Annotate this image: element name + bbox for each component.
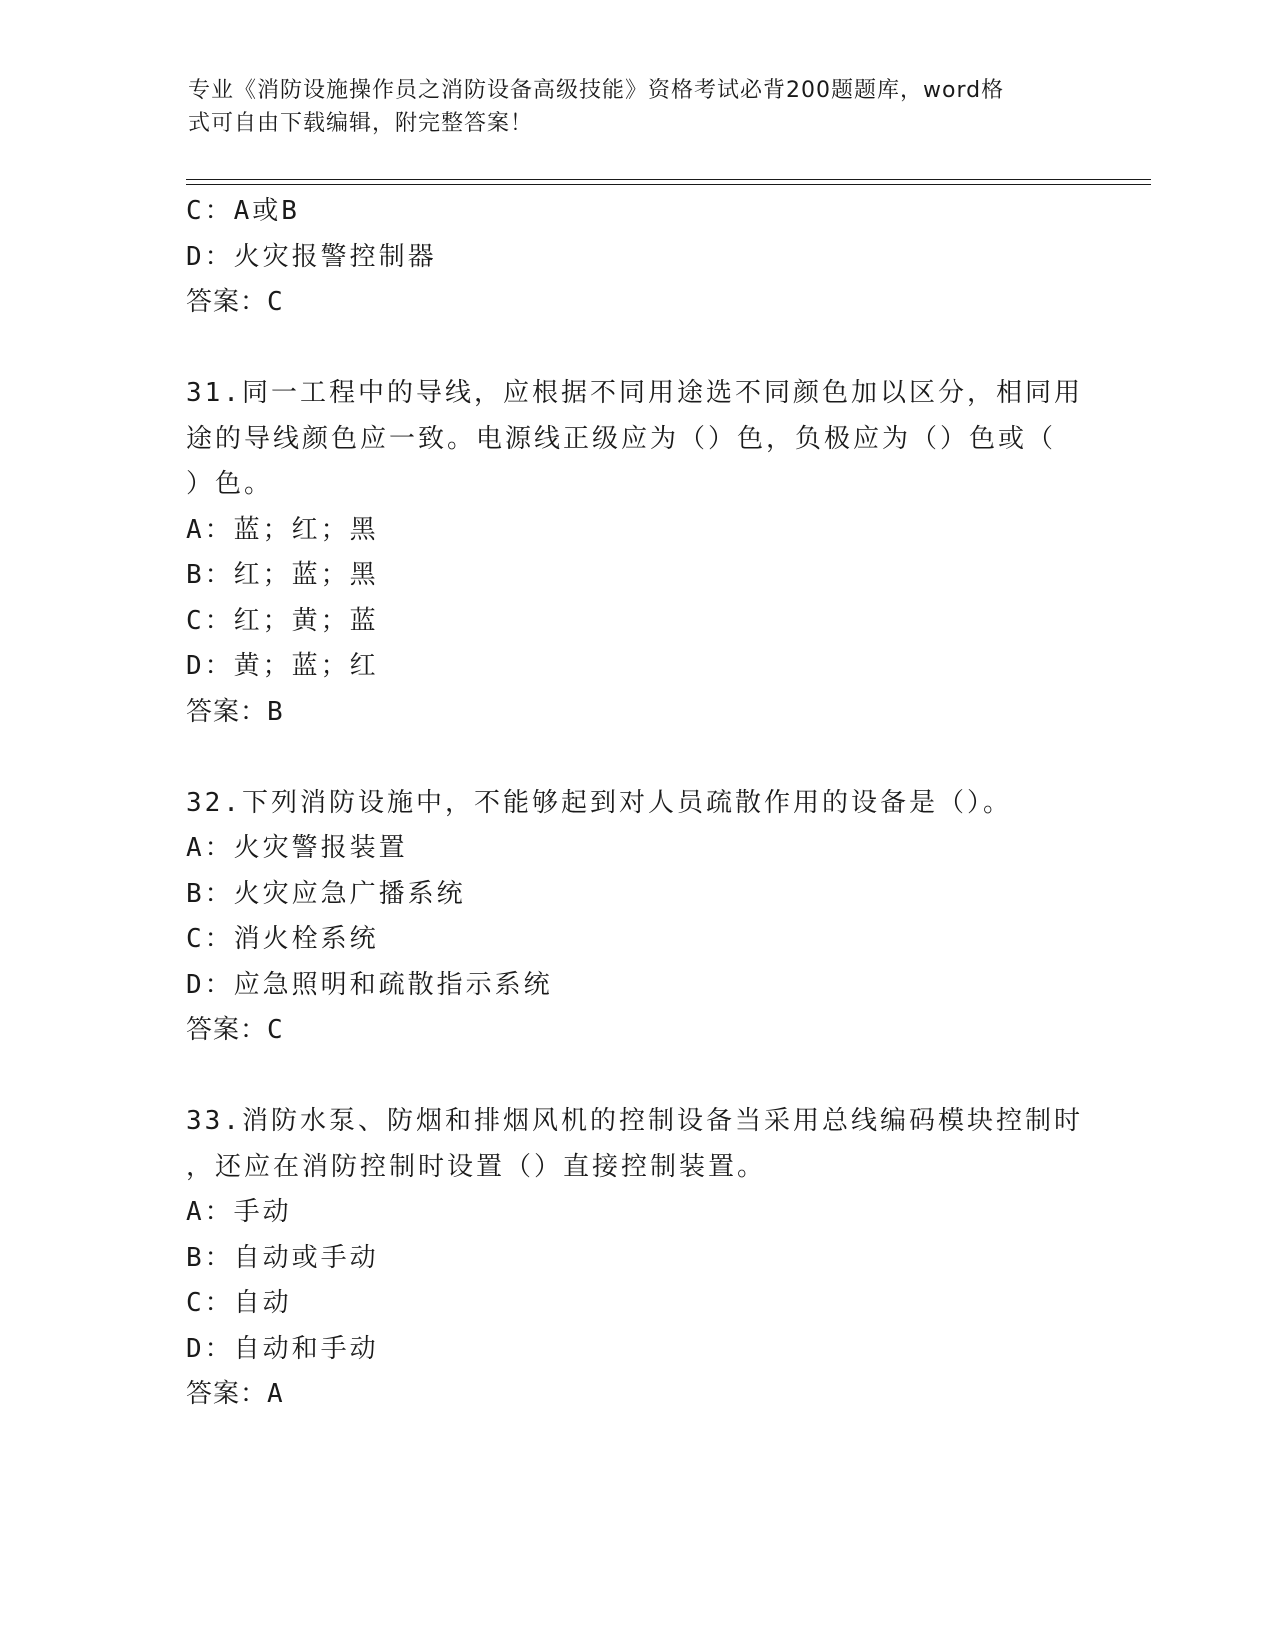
option-b: B：自动或手动 [186, 1242, 379, 1273]
header-line-1: 专业《消防设施操作员之消防设备高级技能》资格考试必背200题题库，word格 [188, 78, 1005, 103]
spacer [186, 735, 1086, 781]
header-rule-bottom [186, 184, 1151, 185]
answer-label: 答案： [186, 1015, 268, 1045]
answer-line [186, 690, 1086, 736]
spacer [186, 326, 1086, 372]
spacer [186, 1054, 1086, 1100]
option-d: D：自动和手动 [186, 1333, 379, 1364]
answer-label: 答案： [186, 1379, 268, 1409]
answer-value: C [267, 287, 284, 317]
option-d: D：火灾报警控制器 [186, 241, 437, 272]
question-31 [186, 371, 1086, 735]
header-rule-top [186, 179, 1151, 180]
question-list [186, 189, 1086, 1418]
answer-line [186, 1008, 1086, 1054]
option-c: C：自动 [186, 1288, 292, 1318]
answer-line [186, 1372, 1086, 1418]
question-text: ）色。 [186, 469, 274, 499]
question-text: 33.消防水泵、防烟和排烟风机的控制设备当采用总线编码模块控制时 [186, 1106, 1083, 1136]
option-b: B：红；蓝；黑 [186, 560, 379, 590]
option-c: C：消火栓系统 [186, 924, 379, 954]
option-d: D：应急照明和疏散指示系统 [186, 969, 553, 1000]
answer-value: B [267, 696, 284, 727]
question-text: ，还应在消防控制时设置（）直接控制装置。 [186, 1151, 767, 1182]
prev-question [186, 189, 1086, 326]
question-text: 31.同一工程中的导线，应根据不同用途选不同颜色加以区分，相同用 [186, 378, 1083, 408]
header-line-2: 式可自由下载编辑，附完整答案！ [188, 111, 534, 136]
answer-value: C [267, 1015, 284, 1045]
document-header [188, 74, 1068, 140]
option-a: A：蓝；红；黑 [186, 514, 379, 545]
answer-label: 答案： [186, 696, 268, 727]
option-c: C：红；黄；蓝 [186, 605, 379, 636]
option-a: A：火灾警报装置 [186, 833, 408, 863]
option-b: B：火灾应急广播系统 [186, 878, 466, 909]
answer-value: A [267, 1379, 284, 1409]
question-text: 32.下列消防设施中，不能够起到对人员疏散作用的设备是（）。 [186, 787, 1012, 818]
answer-label: 答案： [186, 287, 268, 317]
question-33 [186, 1099, 1086, 1418]
option-d: D：黄；蓝；红 [186, 651, 379, 681]
option-c: C：A或B [186, 196, 300, 226]
question-32 [186, 781, 1086, 1054]
question-text: 途的导线颜色应一致。电源线正级应为（）色，负极应为（）色或（ [186, 423, 1057, 454]
answer-line [186, 280, 1086, 326]
option-a: A：手动 [186, 1197, 292, 1227]
